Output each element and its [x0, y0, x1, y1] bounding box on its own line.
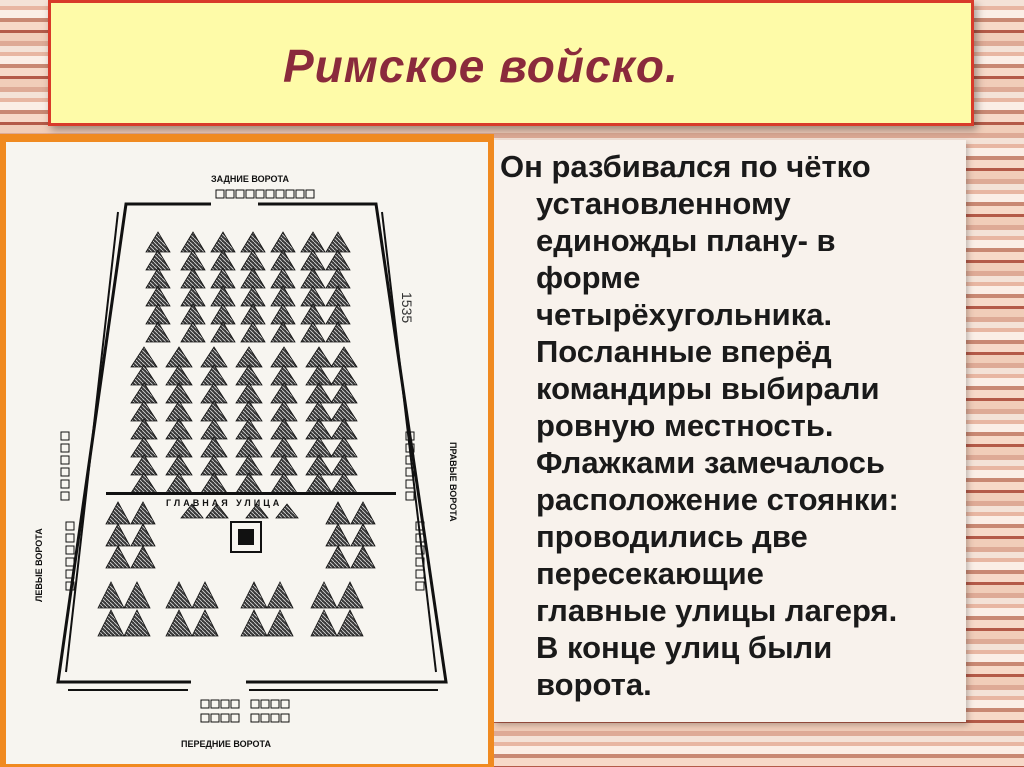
tent [211, 268, 235, 288]
tent [124, 610, 150, 636]
tent [236, 419, 262, 439]
tent [201, 437, 227, 457]
gate-left-label: ЛЕВЫЕ ВОРОТА [34, 528, 44, 602]
body-line: главные улицы лагеря. [536, 593, 898, 628]
tent [131, 455, 157, 475]
tent [131, 383, 157, 403]
tent [331, 419, 357, 439]
tent [166, 383, 192, 403]
tent [181, 232, 205, 252]
tent [131, 347, 157, 367]
tent [181, 322, 205, 342]
tent [236, 401, 262, 421]
tent [236, 347, 262, 367]
guard-post [61, 492, 69, 500]
body-line: командиры выбирали [536, 371, 880, 406]
tent [241, 232, 265, 252]
guard-post [281, 714, 289, 722]
body-line: Посланные вперёд [536, 334, 832, 369]
tent [326, 304, 350, 324]
tent [241, 250, 265, 270]
tent [201, 347, 227, 367]
guard-post [201, 714, 209, 722]
body-line: В конце улиц были [536, 630, 833, 665]
guard-post [261, 700, 269, 708]
tent [271, 401, 297, 421]
gate-right-label: ПРАВЫЕ ВОРОТА [448, 442, 458, 522]
tent [201, 419, 227, 439]
body-line: четырёхугольника. [536, 297, 833, 332]
gate-back-label: ЗАДНИЕ ВОРОТА [211, 174, 289, 184]
tent [131, 365, 157, 385]
tent [351, 524, 375, 546]
main-street [106, 492, 396, 495]
tent [166, 401, 192, 421]
tent [131, 473, 157, 493]
tent [306, 347, 332, 367]
tent [326, 524, 350, 546]
tent [306, 365, 332, 385]
tent [166, 365, 192, 385]
tent [146, 322, 170, 342]
tent [192, 610, 218, 636]
tent [181, 268, 205, 288]
guard-post [211, 714, 219, 722]
tent [181, 286, 205, 306]
body-line: пересекающие [536, 556, 764, 591]
tent [301, 268, 325, 288]
tent [201, 455, 227, 475]
tent [326, 546, 350, 568]
tent [131, 419, 157, 439]
tent [241, 304, 265, 324]
tent [106, 502, 130, 524]
tent [166, 419, 192, 439]
tent [311, 582, 337, 608]
guard-post [296, 190, 304, 198]
tent [271, 437, 297, 457]
tent [271, 419, 297, 439]
guard-post [66, 558, 74, 566]
tent [241, 322, 265, 342]
tent [331, 437, 357, 457]
body-line: ворота. [536, 667, 652, 702]
tent [331, 347, 357, 367]
tent [306, 383, 332, 403]
guard-post [271, 714, 279, 722]
tent [106, 524, 130, 546]
tent [331, 365, 357, 385]
body-text [500, 148, 966, 703]
tent [211, 232, 235, 252]
tent [146, 250, 170, 270]
tent [331, 455, 357, 475]
tent [271, 304, 295, 324]
guard-post [226, 190, 234, 198]
tent [236, 383, 262, 403]
tent [326, 268, 350, 288]
tent [241, 286, 265, 306]
tent [131, 502, 155, 524]
tent [146, 268, 170, 288]
tent [271, 268, 295, 288]
tent [301, 286, 325, 306]
guard-post [66, 522, 74, 530]
guard-post [416, 582, 424, 590]
guard-post [271, 700, 279, 708]
guard-post [61, 456, 69, 464]
tent [201, 383, 227, 403]
tent [301, 232, 325, 252]
tent [271, 473, 297, 493]
camp-plan-svg [6, 142, 488, 764]
tent [326, 502, 350, 524]
tent [98, 582, 124, 608]
guard-post [256, 190, 264, 198]
tent [306, 419, 332, 439]
tent [326, 322, 350, 342]
guard-post [416, 570, 424, 578]
tent [267, 582, 293, 608]
gate-front-label: ПЕРЕДНИЕ ВОРОТА [181, 739, 271, 749]
tent [146, 232, 170, 252]
guard-post [276, 190, 284, 198]
tent [166, 610, 192, 636]
tent [181, 304, 205, 324]
tent [211, 322, 235, 342]
tent [241, 582, 267, 608]
guard-post [66, 534, 74, 542]
tent [146, 304, 170, 324]
tent [301, 322, 325, 342]
tent [131, 524, 155, 546]
tent [306, 401, 332, 421]
tent [166, 455, 192, 475]
tent [106, 546, 130, 568]
tent [241, 268, 265, 288]
tent [271, 365, 297, 385]
tent [181, 250, 205, 270]
praetorium [231, 522, 261, 552]
tent [241, 610, 267, 636]
guard-post [221, 714, 229, 722]
tent [166, 473, 192, 493]
tent [351, 546, 375, 568]
tent [98, 610, 124, 636]
tent [131, 401, 157, 421]
guard-post [201, 700, 209, 708]
tent [271, 286, 295, 306]
tent [326, 250, 350, 270]
camp-diagram-frame [0, 134, 494, 767]
tent [131, 546, 155, 568]
tent [331, 383, 357, 403]
guard-post [61, 480, 69, 488]
guard-post [236, 190, 244, 198]
tent [166, 582, 192, 608]
tent [211, 250, 235, 270]
tent [211, 304, 235, 324]
tent [267, 610, 293, 636]
body-line: проводились две [536, 519, 808, 554]
tent [131, 437, 157, 457]
guard-post [221, 700, 229, 708]
tent [326, 232, 350, 252]
tent [306, 473, 332, 493]
tent [271, 455, 297, 475]
guard-post [266, 190, 274, 198]
tent [201, 473, 227, 493]
tent [166, 347, 192, 367]
guard-post [61, 444, 69, 452]
guard-post [251, 700, 259, 708]
main-street-label: ГЛАВНАЯ УЛИЦА [166, 498, 283, 508]
tent [271, 232, 295, 252]
guard-post [61, 432, 69, 440]
body-line: Флажками замечалось [536, 445, 885, 480]
tent [331, 401, 357, 421]
tent [271, 383, 297, 403]
body-line: установленному [536, 186, 791, 221]
tent [306, 437, 332, 457]
guard-post [211, 700, 219, 708]
tent [236, 455, 262, 475]
body-line: расположение стоянки: [536, 482, 899, 517]
guard-post [216, 190, 224, 198]
tent [166, 437, 192, 457]
tent [271, 322, 295, 342]
tent [201, 401, 227, 421]
tent [146, 286, 170, 306]
tent [201, 365, 227, 385]
tent [351, 502, 375, 524]
guard-post [281, 700, 289, 708]
tent [311, 610, 337, 636]
tent [124, 582, 150, 608]
guard-post [231, 700, 239, 708]
tent [236, 473, 262, 493]
tent [271, 347, 297, 367]
figure-number: 1535 [399, 292, 415, 324]
guard-post [306, 190, 314, 198]
tent [331, 473, 357, 493]
body-line: форме [536, 260, 641, 295]
guard-post [246, 190, 254, 198]
guard-post [286, 190, 294, 198]
tent [236, 437, 262, 457]
guard-post [61, 468, 69, 476]
guard-post [261, 714, 269, 722]
tent [306, 455, 332, 475]
roman-camp-diagram [6, 142, 488, 764]
body-line: единожды плану- в [536, 223, 836, 258]
tent [192, 582, 218, 608]
tent [301, 250, 325, 270]
guard-post [66, 546, 74, 554]
body-line: Он разбивался по чётко [500, 149, 871, 184]
body-line: ровную местность. [536, 408, 834, 443]
tent [326, 286, 350, 306]
guard-post [406, 492, 414, 500]
tent [337, 610, 363, 636]
tent [271, 250, 295, 270]
tent [337, 582, 363, 608]
tent [301, 304, 325, 324]
guard-post [231, 714, 239, 722]
guard-post [251, 714, 259, 722]
title-box [48, 0, 974, 126]
tent [236, 365, 262, 385]
tent [211, 286, 235, 306]
slide-title: Римское войско. [283, 40, 679, 92]
